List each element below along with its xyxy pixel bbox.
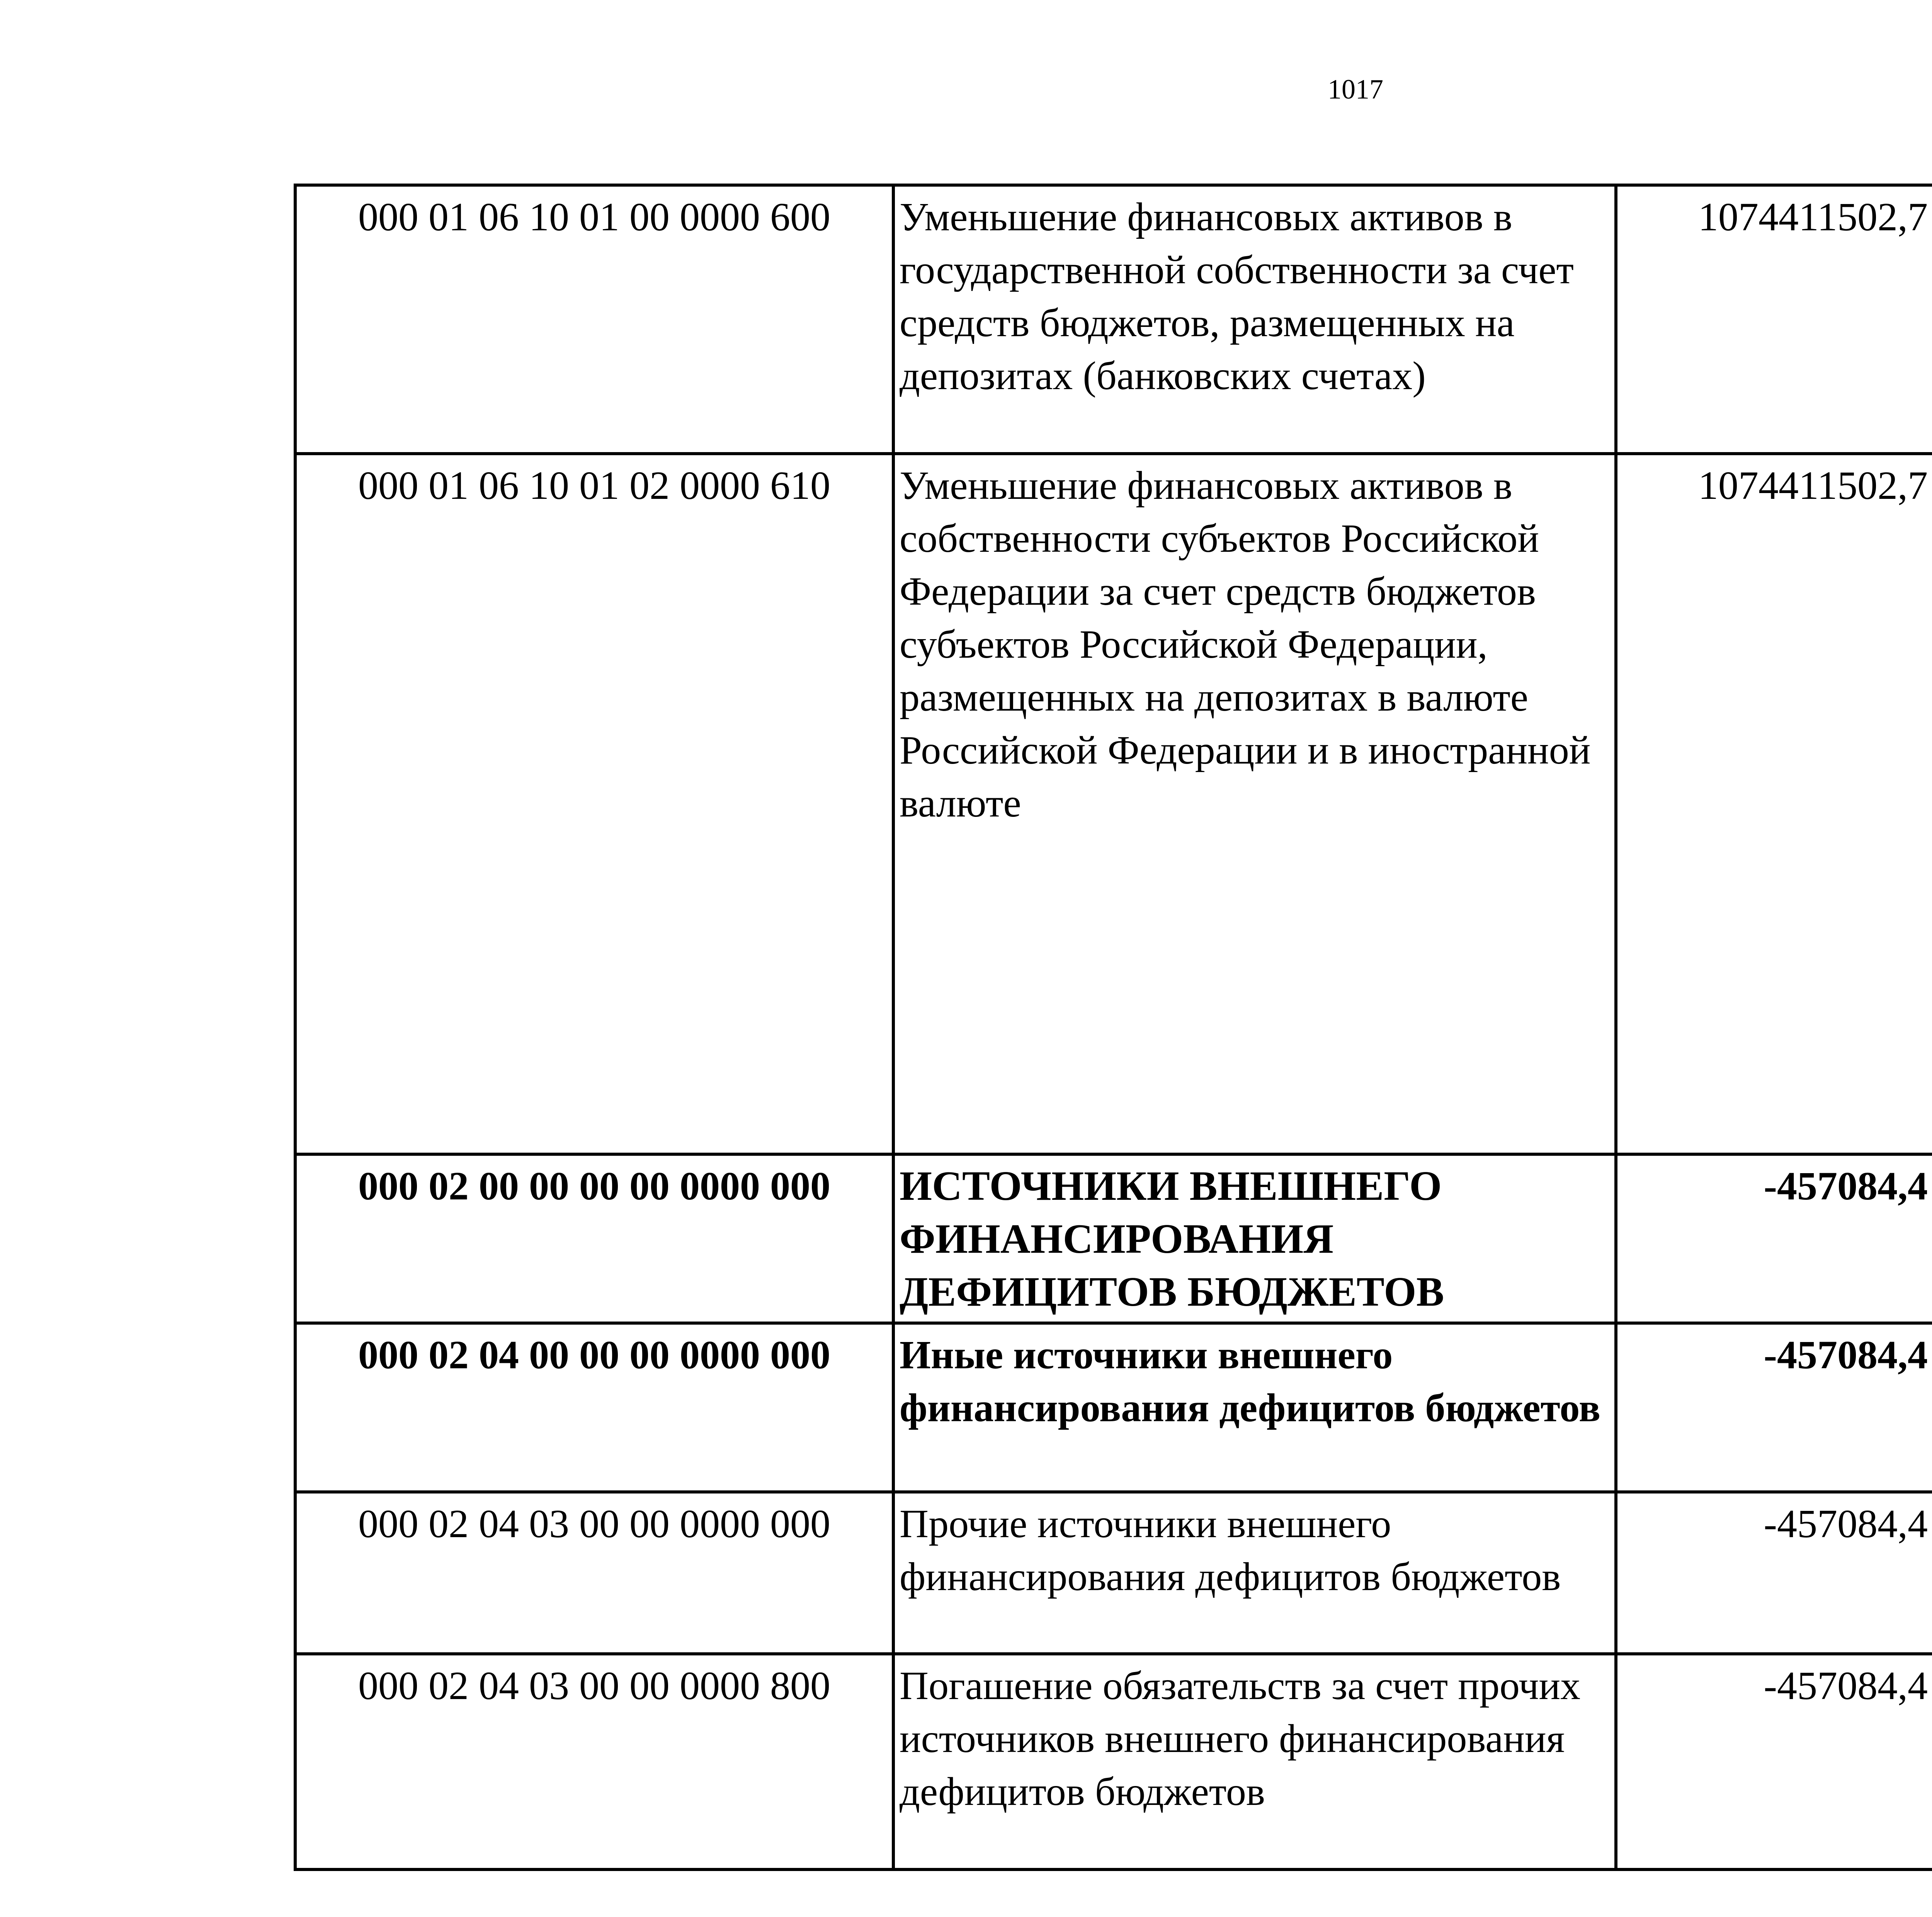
row-name: Уменьшение финансовых активов в собственности субъектов Российской Федерации за счет средств бюджетов субъектов Российской Федерации, размещенных на депозитах в валюте Российской Федерации и в иностранной валюте: [893, 454, 1616, 1154]
row-name: Погашение обязательств за счет прочих источников внешнего финансирования дефицитов бюджетов: [893, 1654, 1616, 1869]
row-value-1: 1074411502,7: [1616, 185, 1932, 454]
row-name: ИСТОЧНИКИ ВНЕШНЕГО ФИНАНСИРОВАНИЯ ДЕФИЦИТОВ БЮДЖЕТОВ: [893, 1154, 1616, 1323]
row-name: Уменьшение финансовых активов в государственной собственности за счет средств бюджетов, размещенных на депозитах (банковских счетах): [893, 185, 1616, 454]
table-row: [295, 1323, 1932, 1492]
row-value-1: -457084,4: [1616, 1154, 1932, 1323]
row-code: 000 02 04 03 00 00 0000 000: [295, 1492, 893, 1654]
row-code: 000 02 00 00 00 00 0000 000: [295, 1154, 893, 1323]
budget-sources-table: [294, 184, 1932, 1871]
table-row: [295, 1154, 1932, 1323]
row-code: 000 02 04 00 00 00 0000 000: [295, 1323, 893, 1492]
page-number: 1017: [1328, 74, 1383, 105]
table-row: [295, 454, 1932, 1154]
row-value-1: -457084,4: [1616, 1654, 1932, 1869]
row-value-1: 1074411502,7: [1616, 454, 1932, 1154]
row-value-1: -457084,4: [1616, 1492, 1932, 1654]
row-code: 000 01 06 10 01 00 0000 600: [295, 185, 893, 454]
table-row: [295, 185, 1932, 454]
row-code: 000 02 04 03 00 00 0000 800: [295, 1654, 893, 1869]
table-row: [295, 1492, 1932, 1654]
row-code: 000 01 06 10 01 02 0000 610: [295, 454, 893, 1154]
row-name: Иные источники внешнего финансирования дефицитов бюджетов: [893, 1323, 1616, 1492]
table-row: [295, 1654, 1932, 1869]
row-value-1: -457084,4: [1616, 1323, 1932, 1492]
row-name: Прочие источники внешнего финансирования дефицитов бюджетов: [893, 1492, 1616, 1654]
